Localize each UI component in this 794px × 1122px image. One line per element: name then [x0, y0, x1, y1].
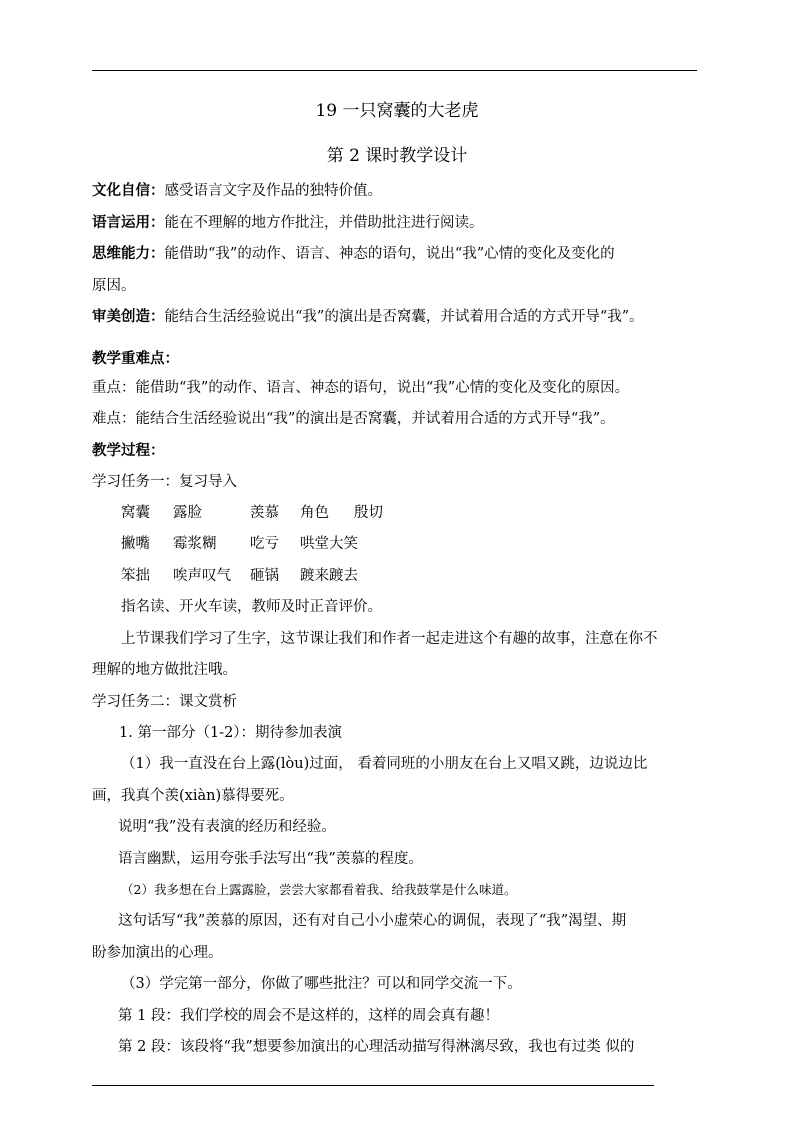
vocab-word: 笨拙: [121, 568, 150, 584]
quote-1-line-2: 画，我真个羡(xiàn)慕得要死。: [92, 788, 294, 804]
goal-text: 能在不理解的地方作批注，并借助批注进行阅读。: [164, 215, 484, 231]
paragraph-note-2: 第 2 段：该段将“我”想要参加演出的心理活动描写得淋漓尽致，我也有过类 似的: [118, 1039, 635, 1055]
goal-culture: [92, 181, 382, 201]
task2-heading: 学习任务二：课文赏析: [92, 694, 237, 710]
goal-label: 文化自信：: [92, 182, 165, 199]
quote-1-line-1: （1）我一直没在台上露(lòu)过面， 看着同班的小朋友在台上又唱又跳，边说边比: [121, 756, 648, 772]
goal-thinking-cont: 原因。: [92, 278, 136, 294]
vocab-word: 唉声叹气: [173, 568, 231, 584]
part1-heading: 1. 第一部分（1-2）：期待参加表演: [119, 725, 343, 741]
document-subtitle: 第 2 课时教学设计: [326, 146, 468, 166]
vocab-word: 砸锅: [250, 568, 279, 584]
header-rule: [92, 70, 697, 71]
paragraph-note-1: 第 1 段：我们学校的周会不是这样的，这样的周会真有趣！: [118, 1008, 499, 1024]
comment-3-line-1: 这句话写“我”羡慕的原因，还有对自己小小虚荣心的调侃，表现了“我”渴望、期: [118, 913, 627, 929]
vocab-word: 羡慕: [250, 505, 279, 521]
intro-line-2: 理解的地方做批注哦。: [92, 662, 237, 678]
process-heading: 教学过程：: [92, 442, 165, 459]
quote-2: （2）我多想在台上露露脸，尝尝大家都看着我、给我鼓掌是什么味道。: [121, 882, 517, 897]
comment-2: 语言幽默，运用夸张手法写出“我”羡慕的程度。: [118, 851, 423, 867]
goal-text: 能结合生活经验说出“我”的演出是否窝囊，并试着用合适的方式开导“我”。: [164, 309, 644, 325]
goal-text: 感受语言文字及作品的独特价值。: [164, 183, 382, 199]
intro-line-1: 上节课我们学习了生字，这节课让我们和作者一起走进这个有趣的故事，注意在你不: [121, 631, 658, 647]
vocab-word: 吃亏: [250, 536, 279, 552]
comment-1: 说明“我”没有表演的经历和经验。: [118, 819, 336, 835]
comment-3-line-2: 盼参加演出的心理。: [92, 945, 223, 961]
goal-label: 思维能力：: [92, 245, 165, 262]
goal-label: 语言运用：: [92, 214, 165, 231]
key-point-difficult: 难点：能结合生活经验说出“我”的演出是否窝囊，并试着用合适的方式开导“我”。: [92, 411, 615, 427]
task1-note: 指名读、开火车读，教师及时正音评价。: [121, 599, 382, 615]
vocab-word: 露脸: [173, 505, 202, 521]
task1-heading: 学习任务一：复习导入: [92, 474, 237, 490]
document-title: 19 一只窝囊的大老虎: [315, 101, 479, 121]
goal-thinking: [92, 244, 615, 264]
vocab-word: 角色: [300, 505, 329, 521]
vocab-word: 霉浆糊: [173, 536, 217, 552]
vocab-word: 撇嘴: [121, 536, 150, 552]
key-heading: 教学重难点：: [92, 350, 179, 367]
footer-rule: [92, 1085, 654, 1086]
vocab-word: 殷切: [354, 505, 383, 521]
question-3: （3）学完第一部分，你做了哪些批注？可以和同学交流一下。: [121, 976, 522, 992]
vocab-word: 踱来踱去: [300, 568, 358, 584]
goal-language: [92, 213, 484, 233]
vocab-word: 哄堂大笑: [300, 536, 358, 552]
key-point-important: 重点：能借助“我”的动作、语言、神态的语句，说出“我”心情的变化及变化的原因。: [92, 380, 630, 396]
goal-aesthetic: [92, 307, 644, 327]
goal-text: 能借助“我”的动作、语言、神态的语句，说出“我”心情的变化及变化的: [164, 246, 615, 262]
goal-label: 审美创造：: [92, 308, 165, 325]
vocab-word: 窝囊: [121, 505, 150, 521]
